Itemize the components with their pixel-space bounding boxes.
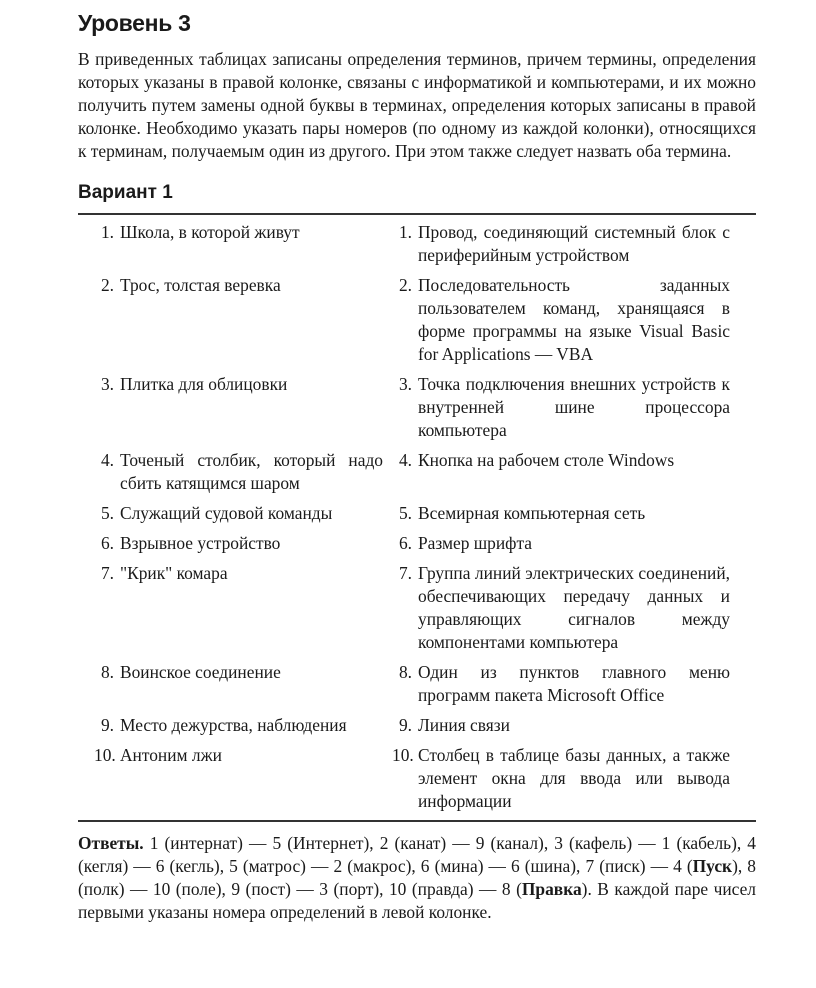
right-cell [383,562,730,654]
right-number: 7. [398,563,412,583]
left-number: 3. [100,374,114,394]
left-term: Воинское соединение [120,662,281,682]
right-cell [383,221,730,267]
answers-text-2: ), 8 (полк) — 10 (поле), 9 (пост) — 3 (порт), 10 (правда) — 8 ( [78,856,756,899]
right-cell [383,274,730,366]
variant-heading: Вариант 1 [78,182,173,203]
left-number: 9. [100,715,114,735]
right-definition: Точка подключения внешних устройств к внутренней шине процессора компьютера [418,374,730,440]
left-term: Антоним лжи [120,745,222,765]
left-cell [78,532,383,555]
answers-text-1: 1 (интернат) — 5 (Интернет), 2 (канат) — 9 (канал), 3 (кафель) — 1 (кабель), 4 (кегля) — 6 (кегль), 5 (матрос) — 2 (макрос), 6 (мина) — 6 (шина), 7 (писк) — 4 ( [78,833,756,876]
left-term: "Крик" комара [120,563,228,583]
left-cell [78,502,383,525]
answers-bold-2: Правка [521,879,582,899]
left-cell [78,661,383,707]
left-cell [78,562,383,654]
left-cell [78,744,383,813]
left-term: Плитка для облицовки [120,374,288,394]
terms-table [78,221,756,813]
left-term: Трос, толстая веревка [120,275,281,295]
left-number: 8. [100,662,114,682]
right-number: 6. [398,533,412,553]
document-page [78,0,756,941]
table-bottom-rule [78,820,756,822]
right-number: 8. [398,662,412,682]
right-cell [383,744,730,813]
left-cell [78,274,383,366]
right-cell [383,532,730,555]
intro-paragraph: В приведенных таблицах записаны определения терминов, причем термины, определения которых указаны в правой колонке, связаны с информатикой и компьютерами, и их можно получить путем замены одной буквы в терминах, определения которых записаны в правой колонке. Необходимо указать пары номеров (по одному из каждой колонки), относящихся к терминам, получаемым один из другого. При этом также следует назвать оба термина. [78,49,756,161]
right-number: 9. [398,715,412,735]
table-row [78,661,756,707]
table-row [78,744,756,813]
left-number: 6. [100,533,114,553]
table-row [78,221,756,267]
left-number: 4. [100,450,114,470]
left-number: 5. [100,503,114,523]
table-row [78,714,756,737]
left-number: 1. [100,222,114,242]
right-definition: Один из пунктов главного меню программ пакета Microsoft Office [418,662,730,705]
table-row [78,449,756,495]
right-cell [383,714,730,737]
table-row [78,373,756,442]
left-number: 7. [100,563,114,583]
left-number: 2. [100,275,114,295]
right-number: 4. [398,450,412,470]
left-term: Точеный столбик, который надо сбить катящимся шаром [120,450,383,493]
right-cell [383,661,730,707]
right-definition: Последовательность заданных пользователем команд, хранящаяся в форме программы на языке Visual Basic for Applications — VBA [418,275,730,364]
left-cell [78,449,383,495]
left-term: Служащий судовой команды [120,503,333,523]
right-number: 5. [398,503,412,523]
right-definition: Размер шрифта [418,533,532,553]
right-definition: Линия связи [418,715,510,735]
right-definition: Группа линий электрических соединений, обеспечивающих передачу данных и управляющих сигналов между компонентами компьютера [418,563,730,652]
table-top-rule [78,213,756,215]
right-definition: Столбец в таблице базы данных, а также элемент окна для ввода или вывода информации [418,745,730,811]
answers-text-3: ). В каждой паре чисел первыми указаны номера определений в левой колонке. [78,879,756,922]
left-number: 10. [94,745,116,765]
right-cell [383,373,730,442]
left-term: Место дежурства, наблюдения [120,715,347,735]
right-definition: Всемирная компьютерная сеть [418,503,646,523]
right-number: 2. [398,275,412,295]
left-cell [78,221,383,267]
level-heading: Уровень 3 [78,10,191,36]
left-term: Взрывное устройство [120,533,281,553]
right-definition: Кнопка на рабочем столе Windows [418,450,675,470]
answers-label: Ответы. [78,833,144,853]
left-cell [78,714,383,737]
table-row [78,274,756,366]
right-number: 10. [392,745,414,765]
answers-paragraph [78,832,756,924]
right-number: 3. [398,374,412,394]
right-definition: Провод, соединяющий системный блок с периферийным устройством [418,222,730,265]
right-cell [383,449,730,495]
right-number: 1. [398,222,412,242]
right-cell [383,502,730,525]
left-term: Школа, в которой живут [120,222,300,242]
answers-bold-1: Пуск [692,856,733,876]
table-row [78,502,756,525]
left-cell [78,373,383,442]
table-row [78,532,756,555]
table-row [78,562,756,654]
